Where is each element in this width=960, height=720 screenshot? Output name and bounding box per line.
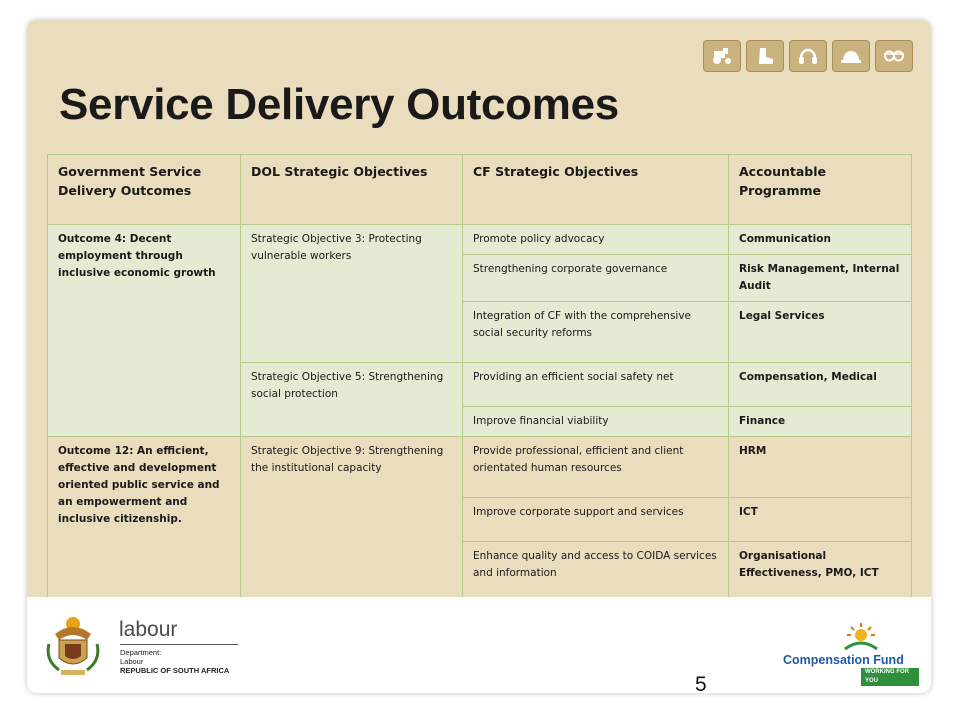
dol-objective-cell: Strategic Objective 9: Strengthening the institutional capacity xyxy=(241,437,463,603)
cf-objective-cell: Improve financial viability xyxy=(463,407,729,437)
slide xyxy=(27,20,931,693)
cf-objective-cell: Providing an efficient social safety net xyxy=(463,363,729,407)
outcome-cell: Outcome 4: Decent employment through inclusive economic growth xyxy=(48,225,241,437)
compensation-fund-tagline: WORKING FOR YOU xyxy=(861,668,919,686)
programme-cell: ICT xyxy=(729,498,912,542)
programme-cell: HRM xyxy=(729,437,912,498)
cf-objective-cell: Provide professional, efficient and client orientated human resources xyxy=(463,437,729,498)
programme-cell: Legal Services xyxy=(729,302,912,363)
dol-objective-cell: Strategic Objective 5: Strengthening social protection xyxy=(241,363,463,437)
department-name: Labour xyxy=(120,657,144,666)
header-dol-objectives: DOL Strategic Objectives xyxy=(241,155,463,225)
safety-icons-bar xyxy=(703,40,913,72)
programme-cell: Risk Management, Internal Audit xyxy=(729,255,912,302)
hard-hat-icon xyxy=(832,40,870,72)
cf-objective-cell: Improve corporate support and services xyxy=(463,498,729,542)
compensation-fund-name: Compensation Fund xyxy=(783,653,904,667)
divider xyxy=(120,644,238,645)
dol-logo xyxy=(43,614,263,680)
department-text xyxy=(120,648,229,675)
country-name: REPUBLIC OF SOUTH AFRICA xyxy=(120,666,230,675)
dol-objective-cell: Strategic Objective 3: Protecting vulnerable workers xyxy=(241,225,463,363)
compensation-fund-logo xyxy=(779,623,919,684)
table-row xyxy=(48,437,912,498)
programme-cell: Organisational Effectiveness, PMO, ICT xyxy=(729,542,912,603)
cf-objective-cell: Integration of CF with the comprehensive social security reforms xyxy=(463,302,729,363)
labour-wordmark: labour xyxy=(119,618,178,641)
slide-title: Service Delivery Outcomes xyxy=(59,80,619,129)
tractor-icon xyxy=(703,40,741,72)
page-number: 5 xyxy=(695,673,707,696)
ear-protection-icon xyxy=(789,40,827,72)
programme-cell: Finance xyxy=(729,407,912,437)
safety-goggles-icon xyxy=(875,40,913,72)
cf-objective-cell: Promote policy advocacy xyxy=(463,225,729,255)
outcomes-table xyxy=(47,154,912,603)
header-cf-objectives: CF Strategic Objectives xyxy=(463,155,729,225)
header-government-outcomes: Government Service Delivery Outcomes xyxy=(48,155,241,225)
table-row xyxy=(48,225,912,255)
table-header-row xyxy=(48,155,912,225)
department-label: Department: xyxy=(120,648,162,657)
programme-cell: Compensation, Medical xyxy=(729,363,912,407)
boot-icon xyxy=(746,40,784,72)
header-accountable-programme: Accountable Programme xyxy=(729,155,912,225)
programme-cell: Communication xyxy=(729,225,912,255)
cf-objective-cell: Strengthening corporate governance xyxy=(463,255,729,302)
coat-of-arms-icon xyxy=(43,614,103,678)
sunburst-icon xyxy=(841,623,881,653)
outcome-cell: Outcome 12: An efficient, effective and development oriented public service and an empowerment and inclusive citizenship. xyxy=(48,437,241,603)
cf-objective-cell: Enhance quality and access to COIDA services and information xyxy=(463,542,729,603)
